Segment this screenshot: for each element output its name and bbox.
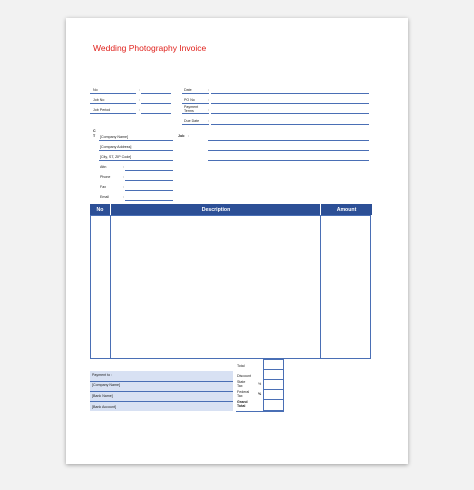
payment-terms-field[interactable] <box>211 113 369 114</box>
payment-line-2 <box>90 391 233 392</box>
header-line-2 <box>90 103 136 104</box>
email-label: Email <box>100 195 109 199</box>
phone-field[interactable] <box>125 180 173 181</box>
job-field-2[interactable] <box>208 150 369 151</box>
email-colon: : <box>123 195 124 199</box>
header-line-1 <box>90 93 136 94</box>
total-label: Total <box>237 364 245 368</box>
phone-label: Phone <box>100 175 111 179</box>
job-label: Job <box>178 134 185 138</box>
payment-terms-label: Payment Terms <box>184 105 199 113</box>
column-divider-amount <box>320 215 321 359</box>
state-tax-percent: % <box>258 382 262 386</box>
client-side-label-c: C <box>93 129 96 133</box>
fax-colon: : <box>123 185 124 189</box>
payment-line-3 <box>90 401 233 402</box>
job-no-field[interactable] <box>141 103 171 104</box>
no-colon: : <box>139 88 140 92</box>
job-field-3[interactable] <box>208 160 369 161</box>
job-no-colon: : <box>139 98 140 102</box>
header-right-line-2 <box>182 103 209 104</box>
invoice-page <box>66 18 408 464</box>
fax-label: Fax <box>100 185 106 189</box>
po-no-label: PO No <box>184 98 195 102</box>
no-label: No <box>93 88 98 92</box>
company-name-field[interactable] <box>99 140 173 141</box>
payment-bank-account: [Bank Account] <box>92 405 116 409</box>
po-no-field[interactable] <box>211 103 369 104</box>
company-address: [Company Address] <box>100 145 132 149</box>
date-colon: : <box>208 88 209 92</box>
payment-to-label: Payment to : <box>92 373 113 377</box>
state-tax-label: State Tax <box>237 380 246 388</box>
job-no-label: Job No <box>93 98 105 102</box>
grand-total-label: Grand Total <box>237 400 248 408</box>
column-divider-no <box>110 215 111 359</box>
discount-label: Discount <box>237 374 251 378</box>
federal-tax-label: Federal Tax <box>237 390 250 398</box>
table-header-amount: Amount <box>320 204 372 215</box>
due-date-field[interactable] <box>211 124 369 125</box>
email-field[interactable] <box>125 200 173 201</box>
job-period-colon: : <box>139 108 140 112</box>
invoice-title: Wedding Photography Invoice <box>93 43 207 53</box>
totals-row-line-1 <box>263 369 284 370</box>
items-table-body[interactable] <box>90 215 371 359</box>
po-no-colon: : <box>208 98 209 102</box>
header-right-line-1 <box>182 93 209 94</box>
job-colon: : <box>188 134 189 138</box>
city-field[interactable] <box>99 160 173 161</box>
table-header-no: No <box>90 204 110 215</box>
job-field-1[interactable] <box>208 140 369 141</box>
totals-amount-column[interactable] <box>263 359 284 411</box>
fax-field[interactable] <box>125 190 173 191</box>
totals-row-line-2 <box>263 379 284 380</box>
company-address-field[interactable] <box>99 150 173 151</box>
header-right-line-3 <box>182 113 209 114</box>
no-field[interactable] <box>141 93 171 94</box>
federal-tax-percent: % <box>258 392 262 396</box>
company-name: [Company Name] <box>100 135 128 139</box>
due-date-label: Due Date <box>184 119 200 123</box>
due-date-colon: : <box>208 119 209 123</box>
client-side-label-t: T <box>93 134 96 138</box>
header-line-3 <box>90 113 136 114</box>
payment-line-1 <box>90 381 233 382</box>
totals-bottom-line <box>236 411 284 412</box>
date-field[interactable] <box>211 93 369 94</box>
job-period-field[interactable] <box>141 113 171 114</box>
date-label: Date <box>184 88 192 92</box>
payment-bank-name: [Bank Name] <box>92 394 113 398</box>
job-period-label: Job Period <box>93 108 111 112</box>
attn-label: Attn <box>100 165 107 169</box>
attn-colon: : <box>123 165 124 169</box>
totals-row-line-3 <box>263 389 284 390</box>
attn-field[interactable] <box>125 170 173 171</box>
header-right-line-4 <box>182 124 209 125</box>
city-state-zip: [City, ST, ZIP Code] <box>100 155 132 159</box>
table-header-description: Description <box>110 204 321 215</box>
payment-company-name: [Company Name] <box>92 383 120 387</box>
phone-colon: : <box>123 175 124 179</box>
payment-terms-colon: : <box>208 108 209 112</box>
totals-row-line-4 <box>263 399 284 400</box>
